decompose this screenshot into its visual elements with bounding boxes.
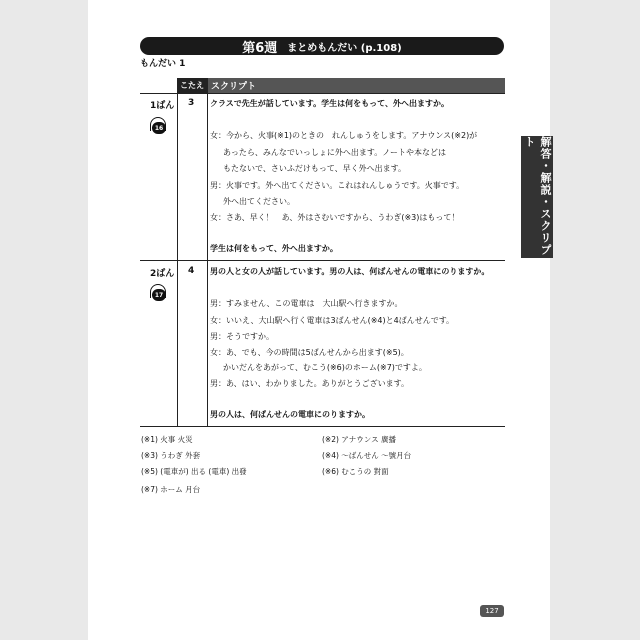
- q1-question: クラスで先生が話しています。学生は何をもって、外へ出ますか。: [210, 99, 449, 108]
- week-title: まとめもんだい (p.108): [287, 42, 402, 54]
- table-rule-middle: [140, 260, 505, 261]
- q2-question-repeat: 男の人は、何ばんせんの電車にのりますか。: [210, 410, 370, 419]
- q1-line: もたないで、さいふだけもって、早く外へ出ます。: [223, 164, 407, 173]
- vocab-note: (※5) (電車が) 出る (電車) 出發: [141, 467, 247, 476]
- q2-line: 女：いいえ、大山駅へ行く電車は3ばんせん(※4)と4ばんせんです。: [210, 316, 455, 325]
- section-side-tab: 解答・解説・スクリプト: [523, 136, 552, 256]
- q2-question: 男の人と女の人が話しています。男の人は、何ばんせんの電車にのりますか。: [210, 267, 490, 276]
- q2-line: 男：そうですか。: [210, 332, 274, 341]
- question-1-number: 1ばん: [150, 101, 175, 111]
- q2-line: 男：あ、はい、わかりました。ありがとうございます。: [210, 379, 410, 388]
- table-divider-left: [177, 78, 178, 426]
- week-label: 第6週: [242, 40, 278, 56]
- q2-line: かいだんをあがって、むこう(※6)のホーム(※7)ですよ。: [223, 363, 427, 372]
- q1-line: 外へ出てください。: [223, 197, 295, 206]
- table-header-script: スクリプト: [207, 78, 505, 93]
- vocab-note: (※7) ホーム 月台: [141, 485, 201, 494]
- track-number: 16: [152, 122, 166, 134]
- table-divider-right: [207, 78, 208, 426]
- q1-line: あったら、みんなでいっしょに外へ出ます。ノートや本などは: [223, 148, 447, 157]
- table-header-answer: こたえ: [177, 78, 207, 93]
- vocab-note: (※3) うわぎ 外套: [141, 451, 201, 460]
- q1-line: 男：火事です。外へ出てください。これはれんしゅうです。火事です。: [210, 181, 465, 190]
- vocab-note: (※4) ～ばんせん ～號月台: [322, 451, 412, 460]
- section-label: もんだい 1: [140, 59, 186, 69]
- q1-line: 女：今から、火事(※1)のときの れんしゅうをします。アナウンス(※2)が: [210, 131, 478, 140]
- week-title-bar: [140, 37, 504, 55]
- question-1-answer: 3: [188, 98, 195, 108]
- table-rule-bottom: [140, 426, 505, 427]
- q2-line: 女：あ、でも、今の時間は5ばんせんから出ます(※5)。: [210, 348, 409, 357]
- table-header-blank: [140, 78, 177, 93]
- vocab-note: (※2) アナウンス 廣播: [322, 435, 396, 444]
- vocab-note: (※6) むこうの 對面: [322, 467, 389, 476]
- q1-question-repeat: 学生は何をもって、外へ出ますか。: [210, 244, 338, 253]
- page-number: 127: [480, 605, 504, 617]
- question-2-answer: 4: [188, 266, 195, 276]
- vocab-note: (※1) 火事 火災: [141, 435, 193, 444]
- question-2-number: 2ばん: [150, 269, 175, 279]
- headphones-icon: [149, 117, 169, 135]
- q2-line: 男：すみません、この電車は 大山駅へ行きますか。: [210, 299, 403, 308]
- headphones-icon: [149, 284, 169, 302]
- track-number: 17: [152, 289, 166, 301]
- q1-line: 女：さあ、早く！ あ、外はさむいですから、うわぎ(※3)はもって！: [210, 213, 460, 222]
- table-rule-top: [140, 93, 505, 94]
